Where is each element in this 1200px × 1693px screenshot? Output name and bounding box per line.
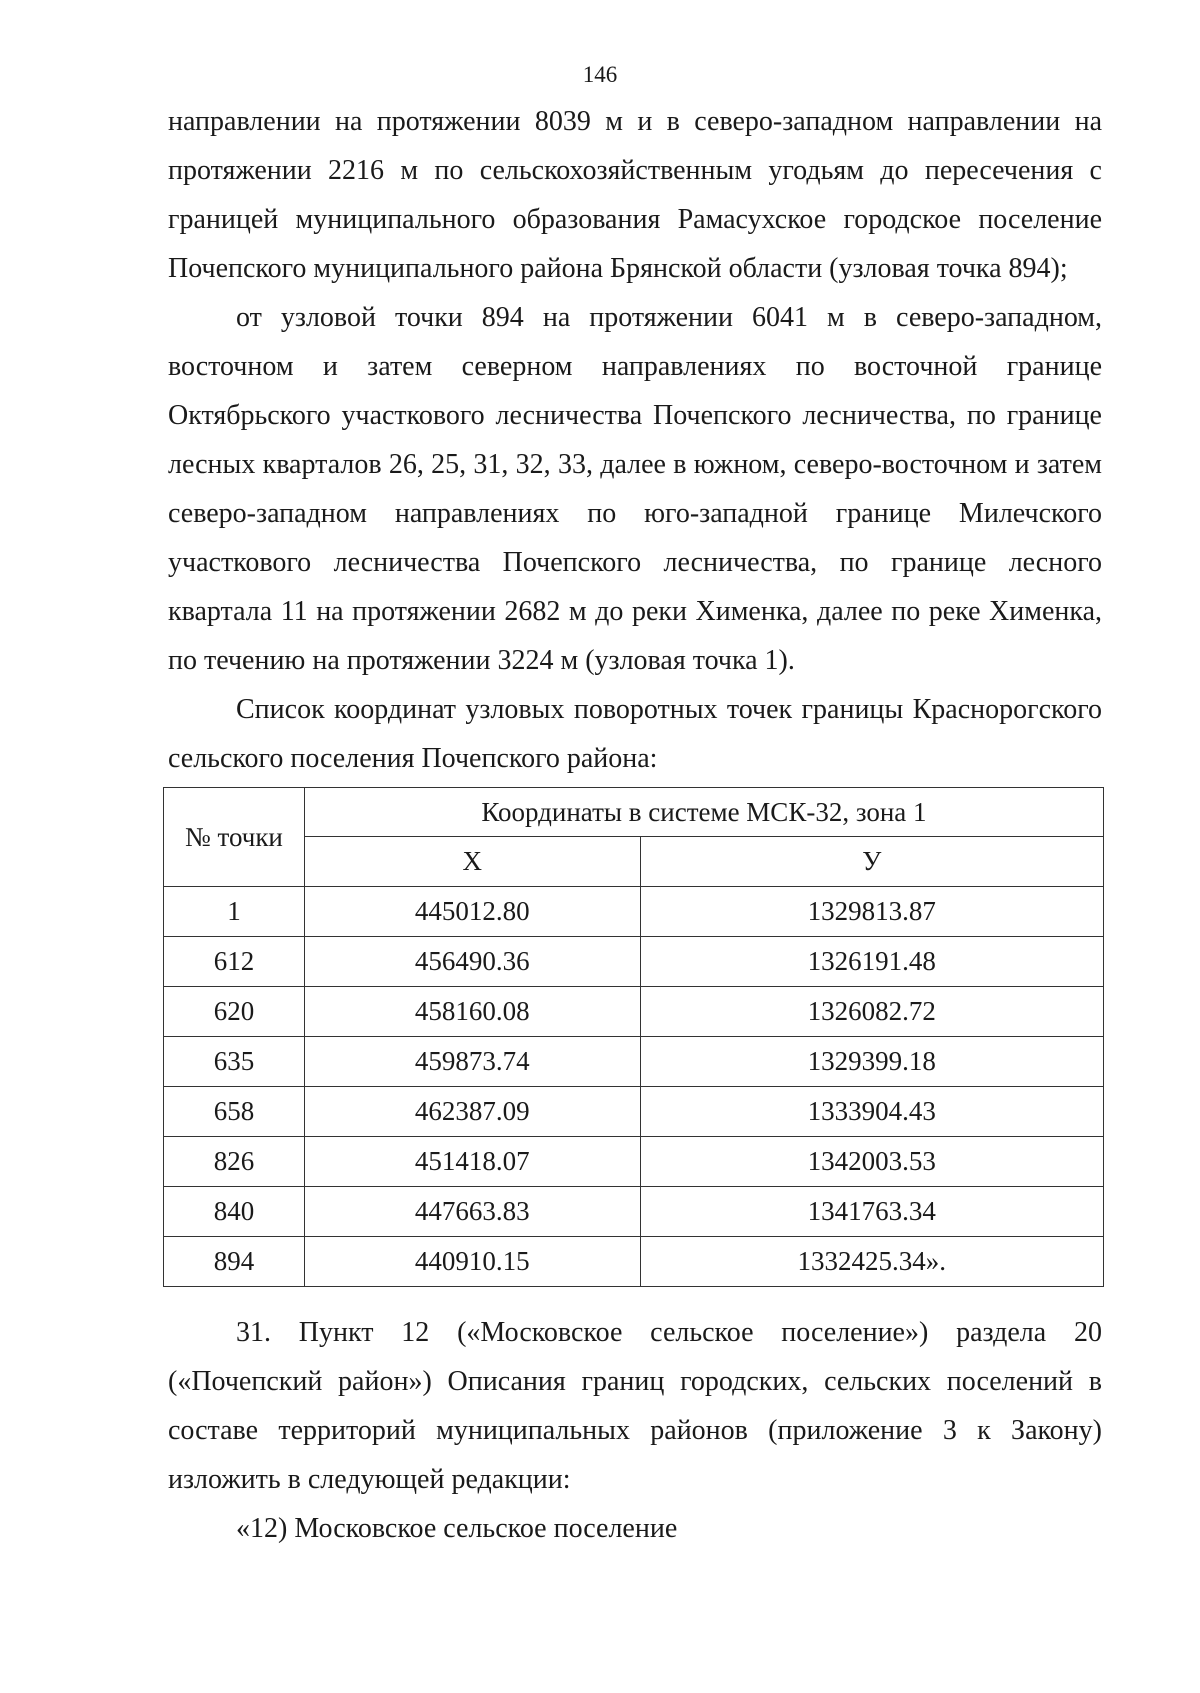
paragraph: от узловой точки 894 на протяжении 6041 м в северо-западном, восточном и затем северном направлениях по восточной границе Октябрьского участкового лесничества Почепского лесничества, по границе лесных кварталов 26, 25, 31, 32, 33, далее в южном, северо-восточном и затем северо-западном направлениях по юго-западной границе Милечского участкового лесничества Почепского лесничества, по границе лесного квартала 11 на протяжении 2682 м до реки Хименка, далее по реке Хименка, по течению на протяжении 3224 м (узловая точка 1). <box>168 302 1102 676</box>
paragraph: 31. Пункт 12 («Московское сельское поселение») раздела 20 («Почепский район») Описания границ городских, сельских поселений в составе территорий муниципальных районов (приложение 3 к Закону) изложить в следующей редакции: <box>168 1317 1102 1495</box>
cell-point: 826 <box>164 1137 305 1187</box>
paragraph: направлении на протяжении 8039 м и в северо-западном направлении на протяжении 2216 м по сельскохозяйственным угодьям до пересечения с границей муниципального образования Рамасухское городское поселение Почепского муниципального района Брянской области (узловая точка 894); <box>168 106 1102 284</box>
table-row <box>164 987 1104 1037</box>
header-y: У <box>640 837 1104 887</box>
header-x: X <box>304 837 640 887</box>
cell-y: 1329813.87 <box>640 887 1104 937</box>
cell-point: 635 <box>164 1037 305 1087</box>
table-row <box>164 887 1104 937</box>
cell-point: 658 <box>164 1087 305 1137</box>
cell-y: 1326191.48 <box>640 937 1104 987</box>
cell-x: 447663.83 <box>304 1187 640 1237</box>
table-subheader-row <box>164 837 1104 887</box>
cell-y: 1332425.34». <box>640 1237 1104 1287</box>
table-row <box>164 1087 1104 1137</box>
cell-x: 459873.74 <box>304 1037 640 1087</box>
cell-point: 894 <box>164 1237 305 1287</box>
table-row <box>164 1037 1104 1087</box>
table-row <box>164 1137 1104 1187</box>
coordinates-table <box>163 787 1104 1287</box>
cell-y: 1333904.43 <box>640 1087 1104 1137</box>
page-number: 146 <box>582 62 618 87</box>
cell-y: 1342003.53 <box>640 1137 1104 1187</box>
paragraph: Список координат узловых поворотных точек границы Краснорогского сельского поселения Почепского района: <box>168 694 1102 774</box>
table-row <box>164 937 1104 987</box>
cell-x: 462387.09 <box>304 1087 640 1137</box>
cell-x: 445012.80 <box>304 887 640 937</box>
body-text-top <box>168 97 1102 783</box>
table-row <box>164 1187 1104 1237</box>
cell-point: 1 <box>164 887 305 937</box>
cell-point: 620 <box>164 987 305 1037</box>
cell-x: 458160.08 <box>304 987 640 1037</box>
body-text-bottom <box>168 1308 1102 1553</box>
cell-y: 1341763.34 <box>640 1187 1104 1237</box>
header-point-number: № точки <box>164 788 305 887</box>
cell-y: 1326082.72 <box>640 987 1104 1037</box>
table-header-row <box>164 788 1104 837</box>
cell-x: 456490.36 <box>304 937 640 987</box>
table-row <box>164 1237 1104 1287</box>
cell-y: 1329399.18 <box>640 1037 1104 1087</box>
cell-point: 840 <box>164 1187 305 1237</box>
header-coordinates: Координаты в системе МСК-32, зона 1 <box>304 788 1103 837</box>
cell-x: 451418.07 <box>304 1137 640 1187</box>
cell-point: 612 <box>164 937 305 987</box>
cell-x: 440910.15 <box>304 1237 640 1287</box>
paragraph: «12) Московское сельское поселение <box>236 1513 678 1544</box>
